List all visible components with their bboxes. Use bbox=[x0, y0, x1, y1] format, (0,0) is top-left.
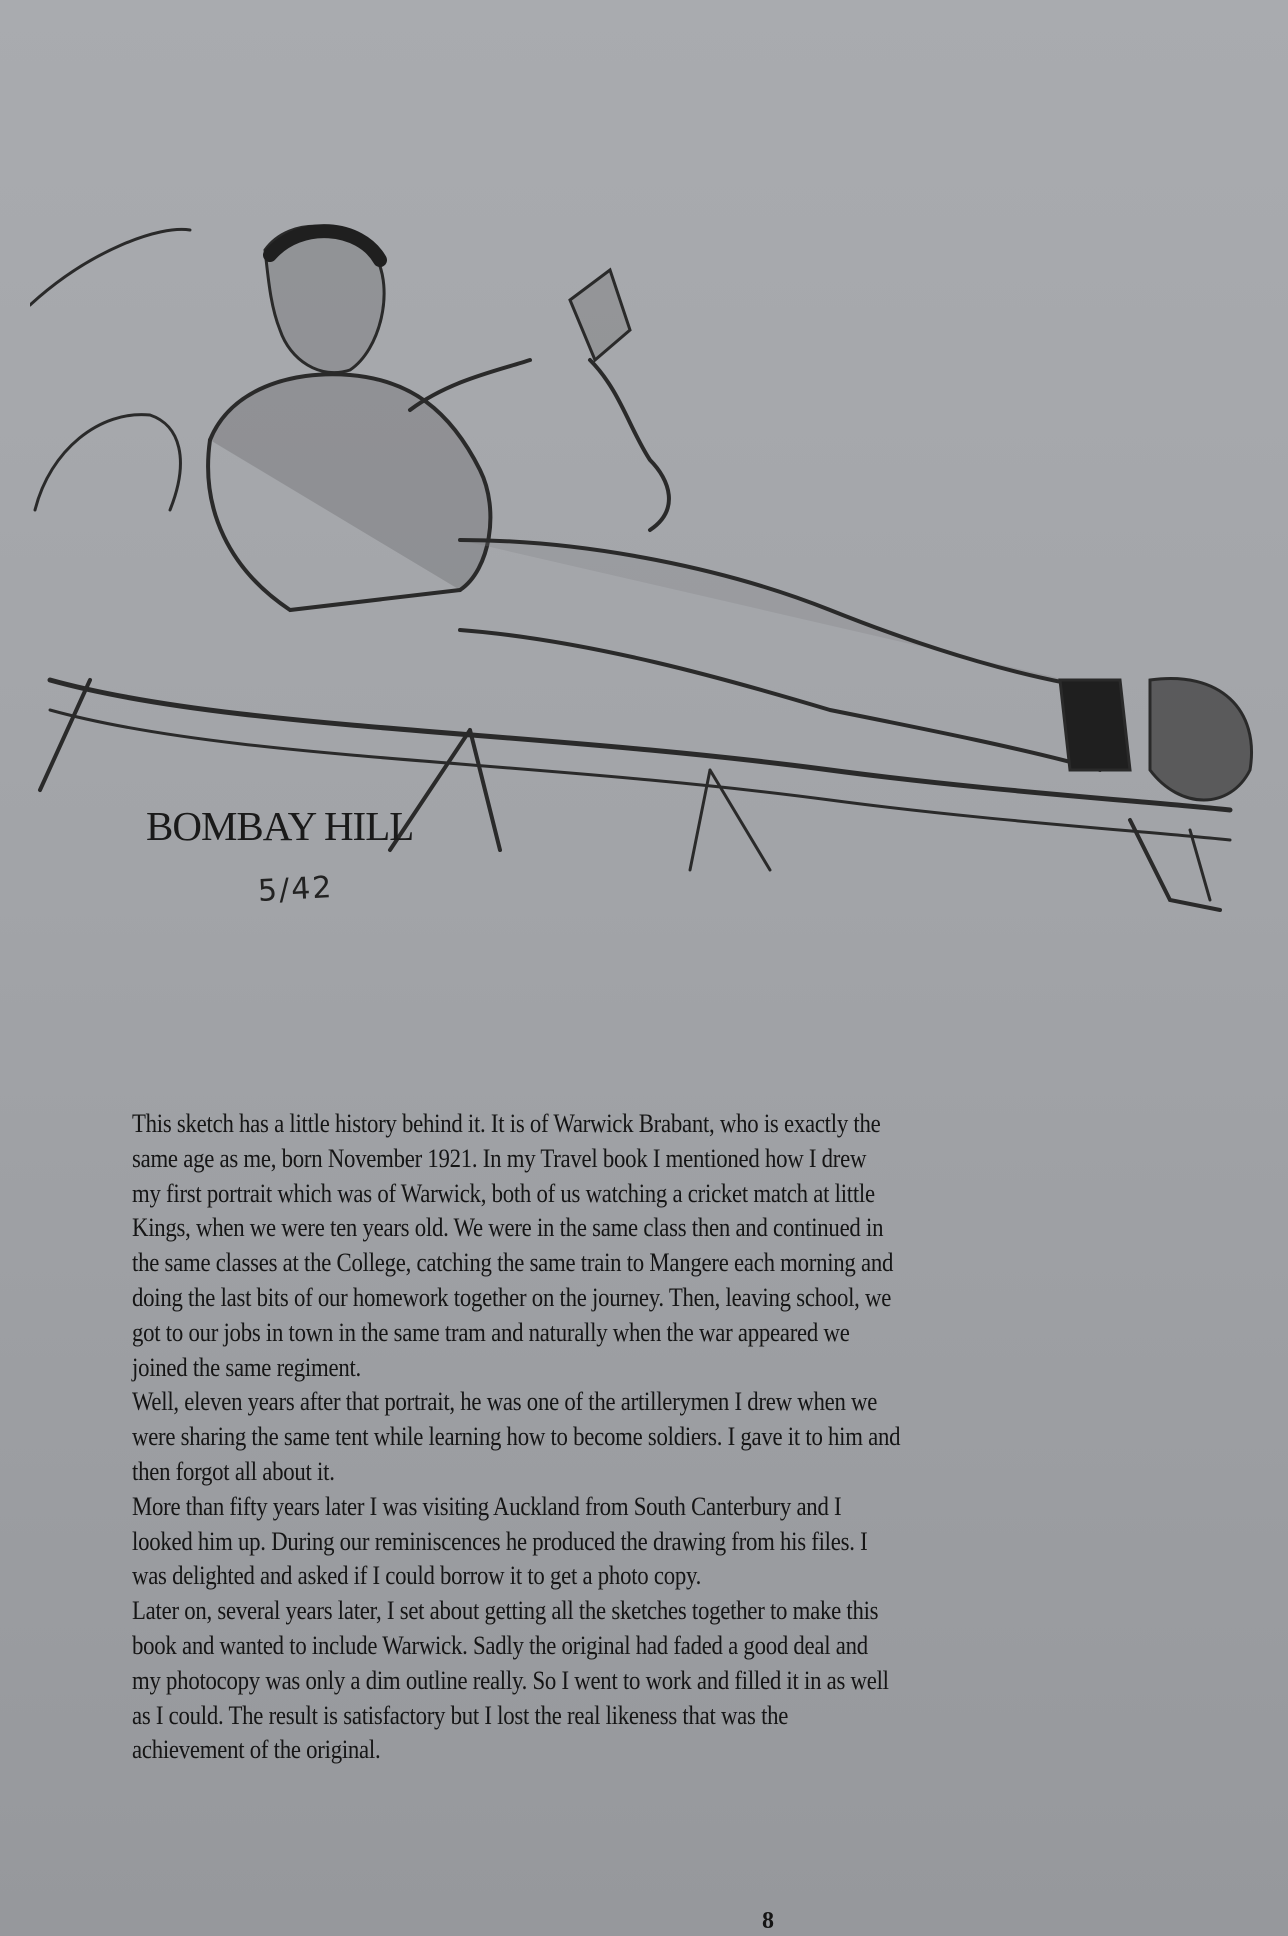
text-line: More than fifty years later I was visiting Auckland from South Canterbury and I bbox=[132, 1490, 842, 1521]
text-line: as I could. The result is satisfactory but I lost the real likeness that was the bbox=[132, 1699, 789, 1730]
text-line: looked him up. During our reminiscences he produced the drawing from his files. I bbox=[132, 1525, 868, 1556]
text-line: my photocopy was only a dim outline really. So I went to work and filled it in as well bbox=[132, 1664, 889, 1695]
text-line: Well, eleven years after that portrait, he was one of the artillerymen I drew when we bbox=[132, 1386, 878, 1417]
pencil-sketch-reclining-man bbox=[30, 210, 1280, 990]
text-line: doing the last bits of our homework together on the journey. Then, leaving school, we bbox=[132, 1281, 892, 1312]
text-line: the same classes at the College, catching the same train to Mangere each morning and bbox=[132, 1247, 894, 1278]
page-number: 8 bbox=[762, 1908, 774, 1934]
text-line: Later on, several years later, I set about getting all the sketches together to make this bbox=[132, 1595, 879, 1626]
sketch-date: 5/42 bbox=[257, 870, 335, 909]
text-line: my first portrait which was of Warwick, both of us watching a cricket match at little bbox=[132, 1177, 875, 1208]
body-text bbox=[132, 1106, 1192, 1767]
text-line: Kings, when we were ten years old. We were in the same class then and continued in bbox=[132, 1212, 884, 1243]
sketch-title: BOMBAY HILL bbox=[146, 803, 414, 849]
text-line: same age as me, born November 1921. In my Travel book I mentioned how I drew bbox=[132, 1142, 867, 1173]
text-line: book and wanted to include Warwick. Sadly the original had faded a good deal and bbox=[132, 1629, 868, 1660]
text-line: then forgot all about it. bbox=[132, 1455, 335, 1486]
text-line: joined the same regiment. bbox=[132, 1351, 361, 1382]
text-line: got to our jobs in town in the same tram and naturally when the war appeared we bbox=[132, 1316, 850, 1347]
text-line: This sketch has a little history behind it. It is of Warwick Brabant, who is exactly the bbox=[132, 1108, 881, 1138]
text-line: was delighted and asked if I could borrow it to get a photo copy. bbox=[132, 1560, 702, 1591]
text-line: were sharing the same tent while learning how to become soldiers. I gave it to him and bbox=[132, 1421, 901, 1452]
text-line: achievement of the original. bbox=[132, 1734, 381, 1765]
